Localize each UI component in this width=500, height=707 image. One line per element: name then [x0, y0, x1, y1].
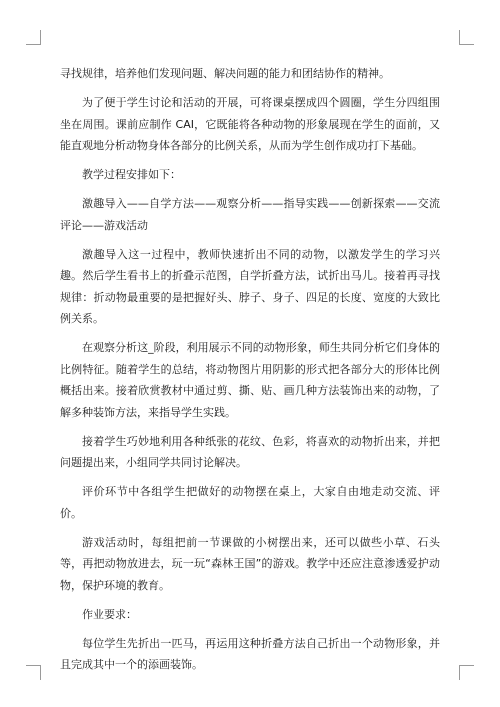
document-body [60, 63, 440, 683]
crop-mark-top-left [26, 30, 41, 45]
paragraph-homework-heading: 作业要求： [82, 607, 137, 621]
paragraph-continuation: 寻找规律，培养他们发现问题、解决问题的能力和团结协作的精神。 [60, 67, 390, 80]
paragraph-classroom-setup: 为了便于学生讨论和活动的开展，可将课桌摆成四个圆圈，学生分四组围坐在周围。课前应制作 CAI，它既能将各种动物的形象展现在学生的面前，又能直观地分析动物身体各部分的比例关系，从而为学生创作成功打下基础。 [60, 96, 440, 152]
paragraph-evaluation: 评价环节中各组学生把做好的动物摆在桌上，大家自由地走动交流、评价。 [60, 485, 440, 520]
paragraph-practice: 接着学生巧妙地利用各种纸张的花纹、色彩，将喜欢的动物折出来，并把问题提出来，小组同学共同讨论解决。 [60, 434, 440, 469]
crop-mark-bottom-left [26, 665, 41, 680]
crop-mark-top-right [459, 30, 474, 45]
paragraph-game: 游戏活动时，每组把前一节课做的小树摆出来，还可以做些小草、石头等，再把动物放进去，玩一玩“森林王国”的游戏。教学中还应注意渗透爱护动物，保护环境的教育。 [60, 535, 440, 592]
paragraph-process-heading: 教学过程安排如下： [82, 168, 181, 181]
paragraph-process-steps: 激趣导入——自学方法——观察分析——指导实践——创新探索——交流评论——游戏活动 [60, 197, 440, 232]
paragraph-observation: 在观察分析这_阶段，利用展示不同的动物形象，师生共同分析它们身体的比例特征。随着学生的总结，将动物图片用阴影的形式把各部分大的形体比例概括出来。接着欣赏教材中通过剪、撕、贴、画几种方法装饰出来的动物，了解多种装饰方法，来指导学生实践。 [60, 341, 440, 419]
crop-mark-bottom-right [459, 665, 474, 680]
paragraph-introduction: 激趣导入这一过程中，教师快速折出不同的动物，以激发学生的学习兴趣。然后学生看书上的折叠示范图，自学折叠方法，试折出马儿。接着再寻找规律：折动物最重要的是把握好头、脖子、身子、四足的长度、宽度的大致比例关系。 [60, 247, 440, 325]
paragraph-homework: 每位学生先折出一匹马，再运用这种折叠方法自己折出一个动物形象，并且完成其中一个的添画装饰。 [60, 636, 440, 671]
